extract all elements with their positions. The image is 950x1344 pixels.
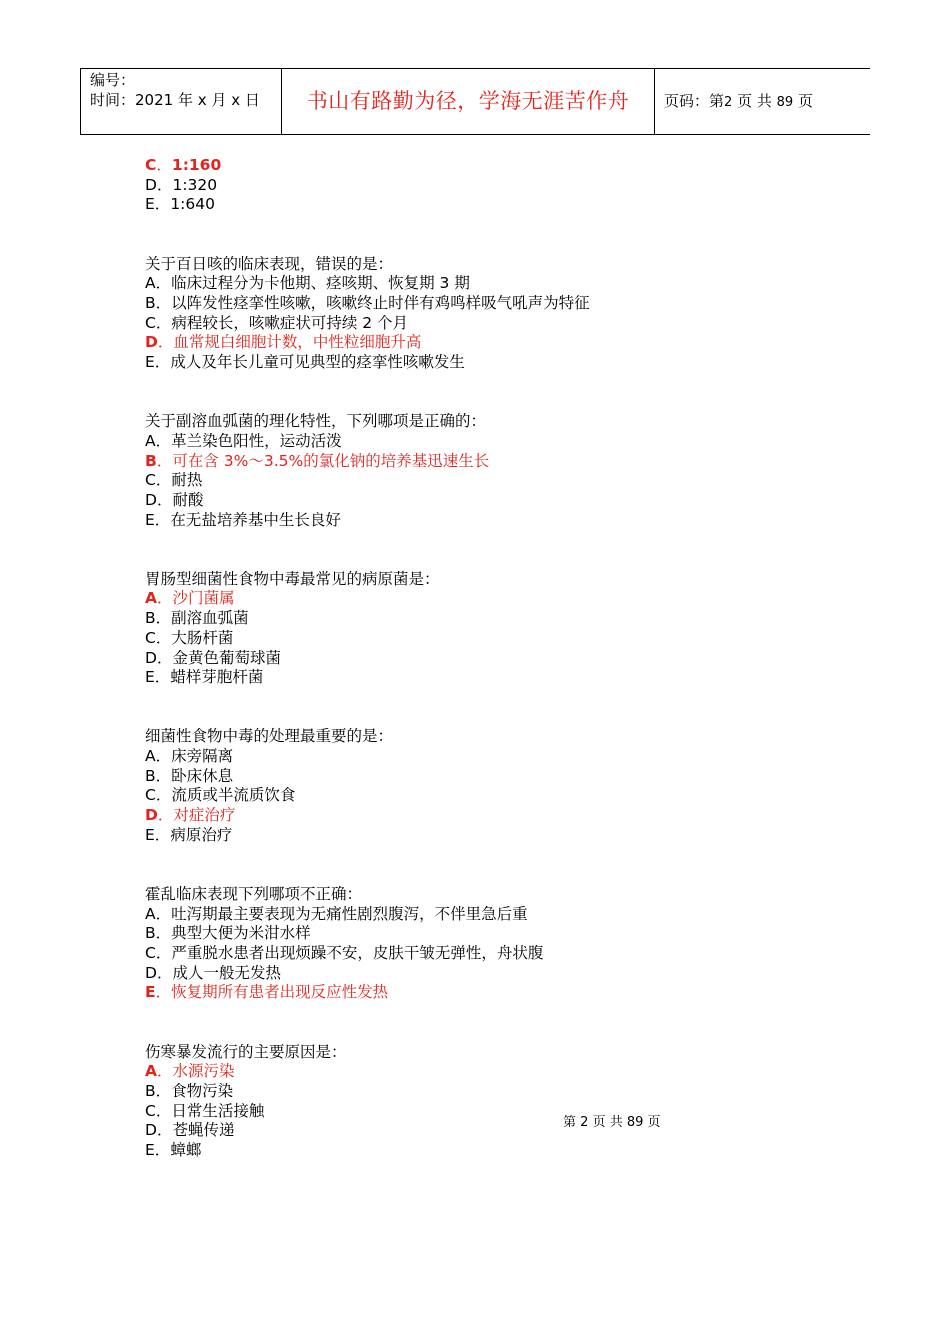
- option-text: 恢复期所有患者出现反应性发热: [171, 983, 389, 1002]
- question-block: [145, 156, 705, 215]
- time-line: [90, 90, 281, 110]
- option-separator: ．: [156, 648, 173, 667]
- option-separator: ．: [156, 156, 172, 174]
- option-separator: ．: [155, 471, 172, 490]
- option-separator: ．: [155, 1081, 172, 1100]
- option-separator: ．: [157, 806, 174, 825]
- answer-option: [145, 767, 705, 787]
- option-text: 水源污染: [172, 1062, 235, 1081]
- option-letter: D: [145, 1121, 157, 1140]
- correct-answer-option: [145, 1062, 705, 1082]
- footer-page-total: 89: [626, 1115, 644, 1130]
- correct-answer-option: [145, 452, 705, 472]
- correct-answer-option: [145, 983, 705, 1003]
- option-text: 1:320: [172, 175, 218, 194]
- option-letter: C: [145, 471, 156, 490]
- option-letter: E: [145, 825, 155, 844]
- time-label: 时间：: [90, 91, 136, 109]
- option-letter: D: [145, 963, 157, 982]
- correct-answer-option: [145, 156, 705, 176]
- footer-suffix: 页: [647, 1115, 661, 1130]
- option-text: 流质或半流质饮食: [171, 786, 296, 805]
- answer-option: [145, 491, 705, 511]
- option-text: 病程较长，咳嗽症状可持续 2 个月: [171, 313, 409, 332]
- option-letter: C: [145, 156, 157, 174]
- question-list: [145, 156, 705, 1200]
- option-text: 血常规白细胞计数，中性粒细胞升高: [173, 333, 422, 352]
- option-separator: ．: [155, 628, 172, 647]
- page-end: 页: [797, 92, 813, 110]
- time-month-unit: 月: [211, 91, 227, 109]
- header-motto: 书山有路勤为径，学海无涯苦作舟: [282, 69, 655, 134]
- correct-answer-option: [145, 806, 705, 826]
- option-letter: C: [145, 1101, 156, 1120]
- option-separator: ．: [157, 1062, 173, 1081]
- answer-option: [145, 294, 705, 314]
- option-separator: ．: [154, 510, 171, 529]
- option-separator: ．: [155, 904, 172, 923]
- option-separator: ．: [154, 825, 171, 844]
- question-stem: 胃肠型细菌性食物中毒最常见的病原菌是：: [145, 569, 440, 588]
- option-separator: ．: [155, 1101, 172, 1120]
- option-text: 典型大便为米泔水样: [171, 924, 311, 943]
- page-header: [80, 68, 870, 135]
- option-letter: C: [145, 313, 156, 332]
- question-stem: 关于百日咳的临床表现，错误的是：: [145, 254, 394, 273]
- header-page-number: [655, 69, 871, 134]
- option-text: 严重脱水患者出现烦躁不安，皮肤干皱无弹性，舟状腹: [171, 944, 544, 963]
- page-mid: 页 共: [737, 92, 772, 110]
- option-text: 以阵发性痉挛性咳嗽，咳嗽终止时伴有鸡鸣样吸气吼声为特征: [171, 293, 590, 312]
- option-text: 日常生活接触: [171, 1101, 265, 1120]
- answer-option: [145, 1082, 705, 1102]
- page-total: 89: [776, 95, 794, 110]
- option-text: 卧床休息: [171, 766, 234, 785]
- answer-option: [145, 1141, 705, 1161]
- answer-option: [145, 471, 705, 491]
- page-label: 页码：第: [664, 92, 725, 110]
- option-letter: E: [145, 195, 155, 214]
- correct-answer-option: [145, 589, 705, 609]
- header-meta-cell: [81, 69, 282, 134]
- answer-option: [145, 274, 705, 294]
- answer-option: [145, 176, 705, 196]
- option-letter: C: [145, 786, 156, 805]
- option-letter: E: [145, 1141, 155, 1160]
- option-separator: ．: [155, 609, 172, 628]
- footer-page-current: 2: [580, 1115, 589, 1130]
- option-letter: B: [145, 609, 156, 628]
- page-footer: [563, 1114, 661, 1132]
- option-text: 大肠杆菌: [171, 628, 234, 647]
- option-separator: ．: [155, 924, 172, 943]
- option-letter: E: [145, 353, 155, 372]
- answer-option: [145, 944, 705, 964]
- option-separator: ．: [154, 195, 171, 214]
- option-separator: ．: [156, 963, 173, 982]
- option-letter: C: [145, 628, 156, 647]
- option-letter: D: [145, 333, 158, 352]
- time-year-unit: 年: [177, 91, 193, 109]
- question-stem: 霍乱临床表现下列哪项不正确：: [145, 884, 363, 903]
- option-separator: ．: [157, 333, 174, 352]
- option-text: 临床过程分为卡他期、痉咳期、恢复期 3 期: [171, 274, 470, 293]
- option-letter: B: [145, 451, 157, 470]
- option-letter: A: [145, 1062, 157, 1081]
- answer-option: [145, 786, 705, 806]
- option-text: 病原治疗: [170, 825, 233, 844]
- option-letter: E: [145, 510, 155, 529]
- option-letter: D: [145, 175, 157, 194]
- answer-option: [145, 432, 705, 452]
- time-month: x: [197, 91, 207, 109]
- option-text: 成人一般无发热: [172, 963, 281, 982]
- option-text: 在无盐培养基中生长良好: [170, 510, 341, 529]
- correct-answer-option: [145, 333, 705, 353]
- option-letter: D: [145, 648, 157, 667]
- option-text: 可在含 3%～3.5%的氯化钠的培养基迅速生长: [172, 451, 490, 470]
- option-separator: ．: [155, 274, 172, 293]
- option-text: 耐酸: [172, 490, 204, 509]
- time-year: 2021: [135, 91, 174, 109]
- option-text: 蜡样芽胞杆菌: [170, 668, 264, 687]
- page-current: 2: [724, 95, 733, 110]
- option-letter: A: [145, 747, 156, 766]
- option-separator: ．: [155, 293, 172, 312]
- option-letter: A: [145, 431, 156, 450]
- option-letter: A: [145, 274, 156, 293]
- option-letter: D: [145, 806, 158, 825]
- time-day-unit: 日: [244, 91, 260, 109]
- option-separator: ．: [157, 589, 173, 608]
- answer-option: [145, 924, 705, 944]
- question-block: [145, 1043, 705, 1161]
- option-letter: A: [145, 589, 157, 608]
- option-text: 耐热: [171, 471, 203, 490]
- option-text: 对症治疗: [173, 806, 236, 825]
- answer-option: [145, 195, 705, 215]
- option-text: 革兰染色阳性，运动活泼: [171, 431, 342, 450]
- answer-option: [145, 353, 705, 373]
- option-separator: ．: [154, 668, 171, 687]
- option-separator: ．: [155, 766, 172, 785]
- question-stem: 伤寒暴发流行的主要原因是：: [145, 1042, 347, 1061]
- option-letter: B: [145, 293, 156, 312]
- answer-option: [145, 609, 705, 629]
- footer-mid: 页 共: [592, 1115, 623, 1130]
- option-letter: B: [145, 1081, 156, 1100]
- question-stem: 细菌性食物中毒的处理最重要的是：: [145, 727, 394, 746]
- answer-option: [145, 629, 705, 649]
- question-block: [145, 412, 705, 530]
- option-separator: ．: [155, 431, 172, 450]
- option-text: 金黄色葡萄球菌: [172, 648, 281, 667]
- answer-option: [145, 668, 705, 688]
- option-separator: ．: [156, 451, 173, 470]
- option-text: 成人及年长儿童可见典型的痉挛性咳嗽发生: [170, 353, 465, 372]
- option-separator: ．: [156, 175, 173, 194]
- option-text: 床旁隔离: [171, 747, 234, 766]
- answer-option: [145, 905, 705, 925]
- question-block: [145, 570, 705, 688]
- option-separator: ．: [155, 313, 172, 332]
- option-separator: ．: [156, 490, 173, 509]
- option-text: 沙门菌属: [172, 589, 235, 608]
- question-block: [145, 727, 705, 845]
- option-separator: ．: [155, 747, 172, 766]
- option-separator: ．: [155, 786, 172, 805]
- option-letter: C: [145, 944, 156, 963]
- option-text: 蟑螂: [170, 1141, 202, 1160]
- answer-option: [145, 649, 705, 669]
- option-letter: E: [145, 668, 155, 687]
- footer-prefix: 第: [563, 1115, 577, 1130]
- answer-option: [145, 826, 705, 846]
- question-block: [145, 885, 705, 1003]
- option-letter: A: [145, 904, 156, 923]
- option-text: 吐泻期最主要表现为无痛性剧烈腹泻，不伴里急后重: [171, 904, 528, 923]
- question-stem: 关于副溶血弧菌的理化特性，下列哪项是正确的：: [145, 412, 487, 431]
- number-label: 编号：: [90, 71, 136, 89]
- answer-option: [145, 314, 705, 334]
- option-text: 1:160: [171, 156, 222, 174]
- answer-option: [145, 747, 705, 767]
- question-block: [145, 255, 705, 373]
- option-separator: ．: [156, 1121, 173, 1140]
- option-text: 副溶血弧菌: [171, 609, 249, 628]
- option-letter: E: [145, 983, 156, 1002]
- option-letter: D: [145, 490, 157, 509]
- option-text: 苍蝇传递: [172, 1121, 235, 1140]
- option-separator: ．: [154, 353, 171, 372]
- option-letter: B: [145, 924, 156, 943]
- answer-option: [145, 511, 705, 531]
- option-separator: ．: [155, 944, 172, 963]
- time-day: x: [231, 91, 241, 109]
- option-text: 食物污染: [171, 1081, 234, 1100]
- option-separator: ．: [155, 983, 172, 1002]
- answer-option: [145, 964, 705, 984]
- option-text: 1:640: [170, 195, 215, 214]
- option-letter: B: [145, 766, 156, 785]
- option-separator: ．: [154, 1141, 171, 1160]
